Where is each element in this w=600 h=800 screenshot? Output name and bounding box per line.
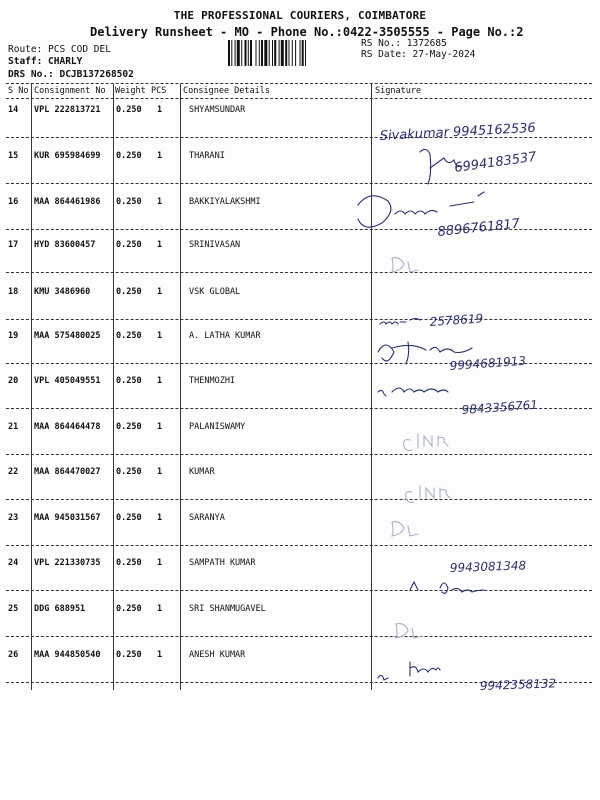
row-consignment-no: KUR 695984699 [34, 151, 101, 161]
signature-stroke [410, 582, 484, 593]
row-weight: 0.250 [116, 513, 142, 523]
row-weight: 0.250 [116, 650, 142, 660]
signature-stroke [392, 522, 418, 536]
col-header-signature: Signature [375, 86, 422, 96]
row-sno: 15 [8, 151, 19, 161]
signature-stroke [420, 149, 462, 184]
row-consignment-no: MAA 864470027 [34, 467, 101, 477]
row-consignment-no: DDG 688951 [34, 604, 86, 614]
row-weight: 0.250 [116, 287, 142, 297]
row-weight: 0.250 [116, 151, 142, 161]
row-weight: 0.250 [116, 467, 142, 477]
row-consignee: VSK GLOBAL [189, 287, 241, 297]
row-pcs: 1 [157, 105, 163, 115]
row-consignment-no: HYD 83600457 [34, 240, 96, 250]
handwritten-text: 6994183537 [453, 149, 538, 176]
row-consignment-no: VPL 221330735 [34, 558, 101, 568]
col-header-pcs: PCS [151, 86, 167, 96]
col-header-weight: Weight [115, 86, 146, 96]
row-consignment-no: KMU 3486960 [34, 287, 91, 297]
handwritten-text: 9994681913 [449, 353, 527, 373]
col-header-consignee: Consignee Details [183, 86, 270, 96]
row-pcs: 1 [157, 151, 163, 161]
staff-label: Staff: CHARLY [8, 56, 83, 67]
rs-date: RS Date: 27-May-2024 [361, 49, 476, 60]
drs-number: DRS No.: DCJB137268502 [8, 69, 134, 80]
row-sno: 14 [8, 105, 19, 115]
route-label: Route: PCS COD DEL [8, 44, 111, 55]
row-separator [6, 545, 592, 546]
row-separator [6, 454, 592, 455]
row-sno: 26 [8, 650, 19, 660]
row-weight: 0.250 [116, 558, 142, 568]
row-weight: 0.250 [116, 604, 142, 614]
company-title: THE PROFESSIONAL COURIERS, COIMBATORE [173, 9, 427, 22]
row-consignee: A. LATHA KUMAR [189, 331, 261, 341]
row-consignment-no: VPL 222813721 [34, 105, 101, 115]
row-separator [6, 229, 592, 230]
barcode [228, 40, 354, 66]
row-pcs: 1 [157, 331, 163, 341]
column-divider [371, 84, 372, 690]
handwritten-text: Sivakumar 9945162536 [379, 120, 537, 144]
column-divider [31, 84, 32, 690]
row-sno: 25 [8, 604, 19, 614]
row-consignment-no: VPL 405049551 [34, 376, 101, 386]
row-consignee: SAMPATH KUMAR [189, 558, 256, 568]
row-sno: 20 [8, 376, 19, 386]
row-separator [6, 319, 592, 320]
row-pcs: 1 [157, 513, 163, 523]
row-weight: 0.250 [116, 331, 142, 341]
row-consignee: ANESH KUMAR [189, 650, 246, 660]
row-sno: 18 [8, 287, 19, 297]
row-weight: 0.250 [116, 376, 142, 386]
header-bottom-border [6, 98, 592, 99]
table-top-border [6, 83, 592, 84]
row-pcs: 1 [157, 240, 163, 250]
row-separator [6, 590, 592, 591]
row-pcs: 1 [157, 650, 163, 660]
handwritten-text: 9943081348 [449, 558, 527, 575]
handwritten-text: 8896761817 [436, 216, 521, 240]
row-consignee: KUMAR [189, 467, 215, 477]
signature-stroke [378, 388, 448, 396]
row-separator [6, 499, 592, 500]
row-consignment-no: MAA 864464478 [34, 422, 101, 432]
row-sno: 22 [8, 467, 19, 477]
col-header-consignment: Consignment No [34, 86, 106, 96]
runsheet-subtitle: Delivery Runsheet - MO - Phone No.:0422-3505555 - Page No.:2 [90, 25, 524, 39]
row-consignment-no: MAA 944850540 [34, 650, 101, 660]
row-consignee: PALANISWAMY [189, 422, 246, 432]
row-weight: 0.250 [116, 240, 142, 250]
row-pcs: 1 [157, 376, 163, 386]
handwritten-text: 9942358132 [479, 676, 557, 693]
column-divider [113, 84, 114, 690]
rs-number: RS No.: 1372685 [361, 38, 447, 49]
handwritten-text: 9843356761 [461, 397, 539, 417]
row-pcs: 1 [157, 287, 163, 297]
row-weight: 0.250 [116, 422, 142, 432]
row-separator [6, 408, 592, 409]
row-consignee: THARANI [189, 151, 225, 161]
row-consignee: SHYAMSUNDAR [189, 105, 246, 115]
signature-stroke [378, 342, 472, 364]
row-consignee: BAKKIYALAKSHMI [189, 197, 261, 207]
row-consignee: SARANYA [189, 513, 225, 523]
row-pcs: 1 [157, 604, 163, 614]
row-weight: 0.250 [116, 105, 142, 115]
row-sno: 17 [8, 240, 19, 250]
row-sno: 24 [8, 558, 19, 568]
row-sno: 19 [8, 331, 19, 341]
row-separator [6, 636, 592, 637]
row-separator [6, 272, 592, 273]
row-separator [6, 183, 592, 184]
signature-stroke [406, 486, 450, 503]
row-pcs: 1 [157, 197, 163, 207]
row-pcs: 1 [157, 467, 163, 477]
row-separator [6, 363, 592, 364]
col-header-sno: S No [8, 86, 29, 96]
row-consignee: SRI SHANMUGAVEL [189, 604, 266, 614]
row-separator [6, 682, 592, 683]
handwritten-text: 2578619 [429, 311, 484, 329]
row-consignment-no: MAA 575480025 [34, 331, 101, 341]
row-consignment-no: MAA 864461986 [34, 197, 101, 207]
signature-stroke [404, 434, 448, 451]
row-pcs: 1 [157, 422, 163, 432]
row-consignee: THENMOZHI [189, 376, 236, 386]
signature-stroke [392, 258, 418, 272]
row-consignee: SRINIVASAN [189, 240, 241, 250]
column-divider [180, 84, 181, 690]
signature-stroke [358, 192, 484, 227]
row-sno: 21 [8, 422, 19, 432]
signature-stroke [378, 662, 440, 680]
row-separator [6, 137, 592, 138]
row-pcs: 1 [157, 558, 163, 568]
row-weight: 0.250 [116, 197, 142, 207]
row-sno: 16 [8, 197, 19, 207]
row-sno: 23 [8, 513, 19, 523]
row-consignment-no: MAA 945031567 [34, 513, 101, 523]
